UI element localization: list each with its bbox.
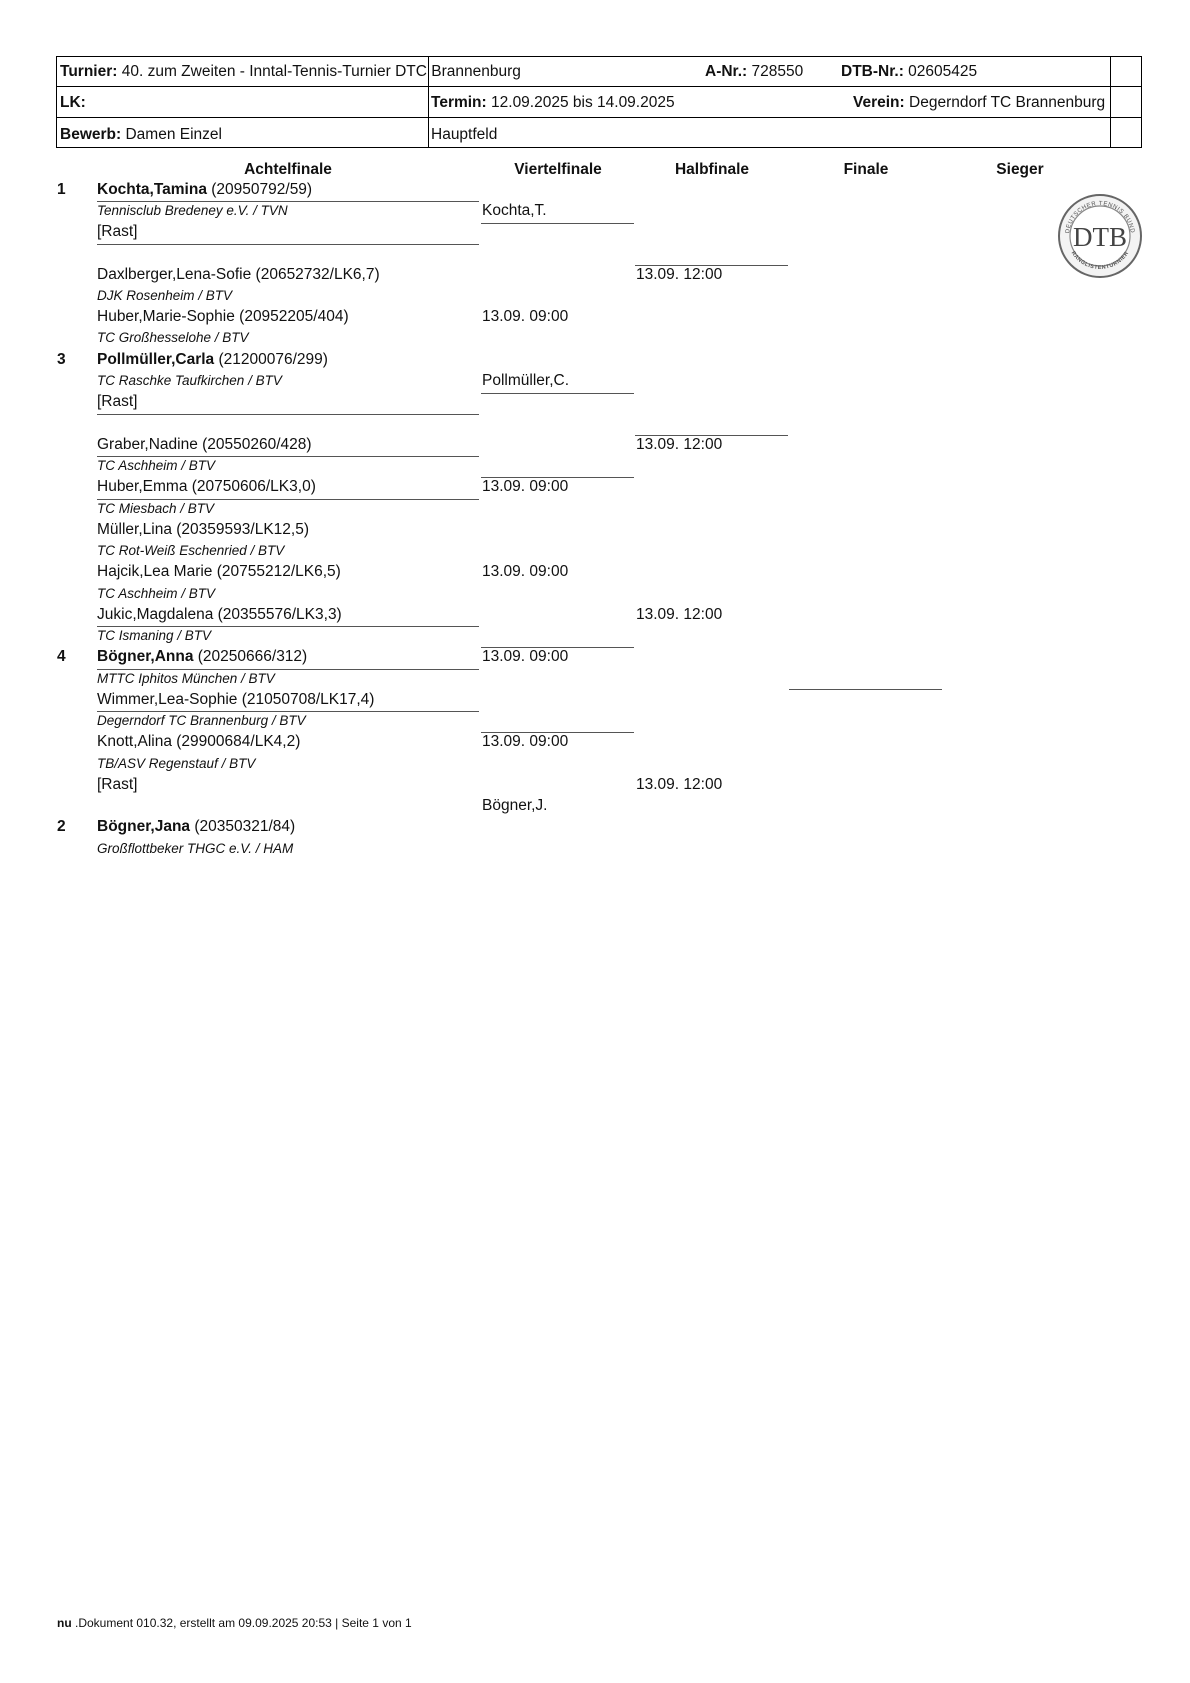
dtb-logo — [1057, 193, 1143, 279]
bracket-line — [481, 393, 634, 394]
vf-result: Pollmüller,C. — [482, 372, 569, 389]
player-name-rest: (21200076/299) — [214, 351, 328, 368]
player-name-rest: (20950792/59) — [206, 181, 313, 198]
player-name-rest: (20350321/84) — [190, 818, 296, 835]
col-viertelfinale: Viertelfinale — [514, 161, 602, 178]
club-name: TC Ismaning / BTV — [97, 628, 212, 643]
club-name: Großflottbeker THGC e.V. / HAM — [97, 841, 294, 856]
vf-result: Bögner,J. — [482, 797, 548, 814]
club-name: MTTC Iphitos München / BTV — [97, 671, 275, 686]
club-name: TC Miesbach / BTV — [97, 501, 215, 516]
dtbnr-row — [841, 63, 977, 81]
seed-2: 2 — [57, 818, 66, 835]
header-divider-2 — [56, 117, 1142, 118]
header-divider-1 — [56, 86, 1142, 87]
club-name: TC Raschke Taufkirchen / BTV — [97, 373, 282, 388]
player-knott: Knott,Alina (29900684/LK4,2) — [97, 733, 301, 750]
termin-row — [431, 94, 675, 112]
logo-text: DTB — [1073, 222, 1127, 252]
bracket-line — [97, 626, 479, 627]
player-name-bold: Kochta,Tamina — [97, 181, 207, 198]
player-name-rest: (20250666/312) — [193, 648, 308, 665]
dtbnr-label: DTB-Nr.: — [841, 63, 904, 80]
vf-result: 13.09. 09:00 — [482, 648, 569, 665]
header-divider-v2 — [1110, 56, 1111, 148]
player-daxlberger: Daxlberger,Lena-Sofie (20652732/LK6,7) — [97, 266, 380, 283]
bracket-line — [97, 201, 479, 202]
club-name: Tennisclub Bredeney e.V. / TVN — [97, 203, 288, 218]
player-kochta — [97, 181, 312, 199]
bracket-line — [97, 499, 479, 500]
hf-result: 13.09. 12:00 — [636, 436, 723, 453]
logo-ring-top: DEUTSCHER TENNIS BUND — [1065, 200, 1135, 234]
verein-label: Verein: — [853, 94, 905, 111]
seed-4: 4 — [57, 648, 66, 665]
club-name: Degerndorf TC Brannenburg / BTV — [97, 713, 306, 728]
player-huber-marie: Huber,Marie-Sophie (20952205/404) — [97, 308, 349, 325]
turnier-value: 40. zum Zweiten - Inntal-Tennis-Turnier DTC Brannenburg — [121, 63, 521, 80]
vf-result: 13.09. 09:00 — [482, 478, 569, 495]
bewerb-label: Bewerb: — [60, 126, 122, 143]
bracket-line — [481, 223, 634, 224]
bracket-line — [97, 244, 479, 245]
logo-ring-bottom: RANGLISTENTURNIER — [1069, 250, 1131, 272]
player-pollmueller — [97, 351, 328, 369]
club-name: TB/ASV Regenstauf / BTV — [97, 756, 256, 771]
seed-3: 3 — [57, 351, 66, 368]
bewerb-value: Damen Einzel — [125, 126, 222, 143]
col-halbfinale: Halbfinale — [674, 161, 750, 178]
termin-label: Termin: — [431, 94, 487, 111]
anr-label: A-Nr.: — [705, 63, 748, 80]
col-achtelfinale: Achtelfinale — [244, 161, 332, 178]
bracket-line — [97, 711, 479, 712]
footer-text: .Dokument 010.32, erstellt am 09.09.2025 20:53 | Seite 1 von 1 — [71, 1616, 412, 1630]
player-name-bold: Pollmüller,Carla — [97, 351, 215, 368]
rast-entry: [Rast] — [97, 776, 138, 793]
termin-value: 12.09.2025 bis 14.09.2025 — [491, 94, 675, 111]
player-name-bold: Bögner,Jana — [97, 818, 191, 835]
hf-result: 13.09. 12:00 — [636, 266, 723, 283]
bewerb-row — [60, 126, 222, 144]
rast-entry: [Rast] — [97, 223, 138, 240]
bracket-line — [97, 414, 479, 415]
player-name-bold: Bögner,Anna — [97, 648, 194, 665]
bracket-line — [97, 456, 479, 457]
club-name: TC Aschheim / BTV — [97, 458, 216, 473]
vf-result: Kochta,T. — [482, 202, 547, 219]
player-mueller: Müller,Lina (20359593/LK12,5) — [97, 521, 309, 538]
seed-1: 1 — [57, 181, 66, 198]
bracket-line — [97, 669, 479, 670]
hf-result: 13.09. 12:00 — [636, 776, 723, 793]
footer — [57, 1616, 412, 1630]
anr-value: 728550 — [751, 63, 804, 80]
player-boegner-jana — [97, 818, 295, 836]
club-name: TC Rot-Weiß Eschenried / BTV — [97, 543, 285, 558]
rast-entry: [Rast] — [97, 393, 138, 410]
club-name: DJK Rosenheim / BTV — [97, 288, 233, 303]
player-boegner-anna — [97, 648, 307, 666]
player-wimmer: Wimmer,Lea-Sophie (21050708/LK17,4) — [97, 691, 375, 708]
turnier-label: Turnier: — [60, 63, 118, 80]
lk-label: LK: — [60, 94, 86, 111]
vf-result: 13.09. 09:00 — [482, 733, 569, 750]
player-graber: Graber,Nadine (20550260/428) — [97, 436, 312, 453]
col-sieger: Sieger — [996, 161, 1044, 178]
verein-row — [853, 94, 1105, 112]
footer-brand: nu — [57, 1616, 72, 1630]
verein-value: Degerndorf TC Brannenburg — [909, 94, 1106, 111]
turnier-row — [60, 63, 521, 81]
anr-row — [705, 63, 803, 81]
player-huber-emma: Huber,Emma (20750606/LK3,0) — [97, 478, 316, 495]
dtbnr-value: 02605425 — [908, 63, 978, 80]
player-jukic: Jukic,Magdalena (20355576/LK3,3) — [97, 606, 342, 623]
feld-label: Hauptfeld — [431, 126, 498, 143]
hf-result: 13.09. 12:00 — [636, 606, 723, 623]
col-finale: Finale — [843, 161, 889, 178]
club-name: TC Aschheim / BTV — [97, 586, 216, 601]
vf-result: 13.09. 09:00 — [482, 308, 569, 325]
club-name: TC Großhesselohe / BTV — [97, 330, 249, 345]
vf-result: 13.09. 09:00 — [482, 563, 569, 580]
bracket-line — [789, 689, 942, 690]
player-hajcik: Hajcik,Lea Marie (20755212/LK6,5) — [97, 563, 341, 580]
